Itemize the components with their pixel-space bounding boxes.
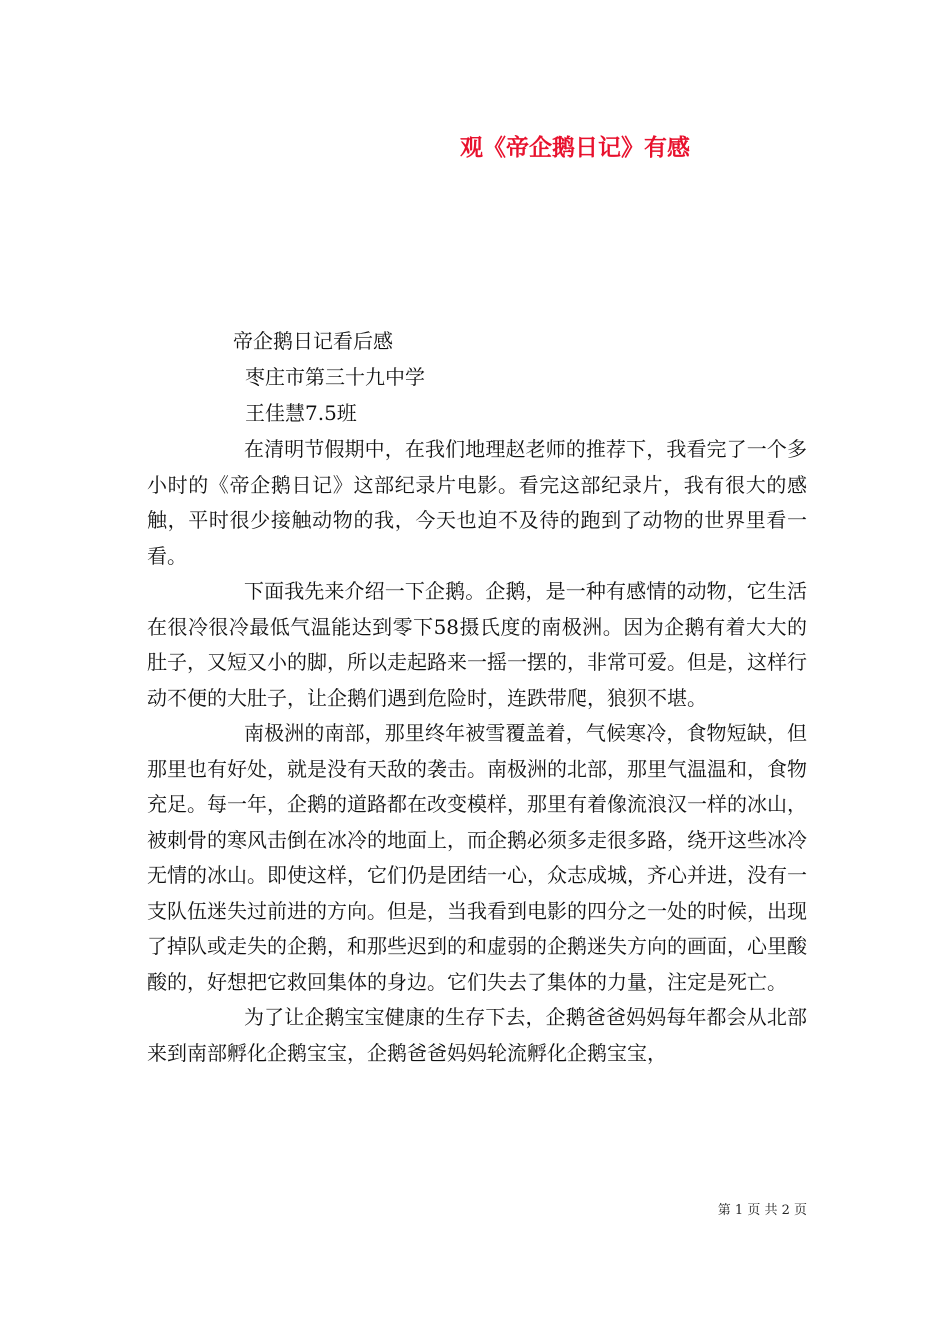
essay-body xyxy=(147,432,807,1071)
document-title: 观《帝企鹅日记》有感 xyxy=(460,134,690,161)
paragraph-3: 南极洲的南部，那里终年被雪覆盖着，气候寒冷，食物短缺，但那里也有好处，就是没有天敌的袭击。南极洲的北部，那里气温温和，食物充足。每一年，企鹅的道路都在改变模样，那里有着像流浪汉一样的冰山，被刺骨的寒风击倒在冰冷的地面上，而企鹅必须多走很多路，绕开这些冰冷无情的冰山。即使这样，它们仍是团结一心，众志成城，齐心并进，没有一支队伍迷失过前进的方向。但是，当我看到电影的四分之一处的时候，出现了掉队或走失的企鹅，和那些迟到的和虚弱的企鹅迷失方向的画面，心里酸酸的，好想把它救回集体的身边。它们失去了集体的力量，注定是死亡。 xyxy=(147,721,807,994)
page-number-footer: 第 1 页 共 2 页 xyxy=(717,1203,807,1218)
school-name: 枣庄市第三十九中学 xyxy=(245,365,425,389)
paragraph-4: 为了让企鹅宝宝健康的生存下去，企鹅爸爸妈妈每年都会从北部来到南部孵化企鹅宝宝，企鹅爸爸妈妈轮流孵化企鹅宝宝， xyxy=(147,1005,807,1065)
author-line: 王佳慧7.5班 xyxy=(245,401,357,425)
paragraph-2: 下面我先来介绍一下企鹅。企鹅，是一种有感情的动物，它生活在很冷很冷最低气温能达到零下58摄氏度的南极洲。因为企鹅有着大大的肚子，又短又小的脚，所以走起路来一摇一摆的，非常可爱。但是，这样行动不便的大肚子，让企鹅们遇到危险时，连跌带爬，狼狈不堪。 xyxy=(147,579,807,710)
essay-subtitle: 帝企鹅日记看后感 xyxy=(233,329,393,353)
paragraph-1: 在清明节假期中，在我们地理赵老师的推荐下，我看完了一个多小时的《帝企鹅日记》这部纪录片电影。看完这部纪录片，我有很大的感触，平时很少接触动物的我，今天也迫不及待的跑到了动物的世界里看一看。 xyxy=(147,437,807,568)
